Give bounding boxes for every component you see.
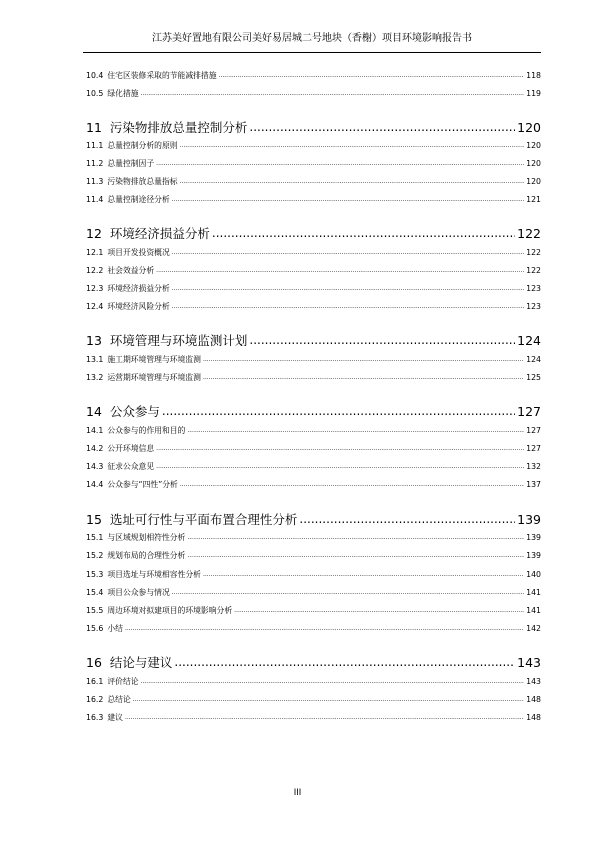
toc-entry-page: 124 [517,333,541,348]
toc-entry-title: 公众参与 [109,404,160,419]
toc-entry-number: 12.4 [86,302,104,311]
toc-entry-title: 环境经济损益分析 [109,226,210,241]
toc-entry-page: 119 [526,89,541,98]
toc-entry-page: 123 [526,284,541,293]
toc-section-entry[interactable] [86,157,541,169]
toc-entry-number: 15.1 [86,533,104,542]
toc-section-entry[interactable] [86,442,541,454]
toc-entry-page: 122 [517,226,541,241]
toc-entry-number: 10.4 [86,71,104,80]
toc-entry-title: 总量控制因子 [107,159,155,168]
toc-dot-leader [156,158,524,169]
toc-section-entry[interactable] [86,264,541,276]
toc-entry-title: 结论与建议 [109,655,173,670]
toc-entry-number: 16 [86,655,102,670]
toc-section-entry[interactable] [86,87,541,99]
toc-entry-page: 125 [526,373,541,382]
toc-entry-page: 120 [526,159,541,168]
toc-dot-leader [219,70,525,81]
toc-entry-page: 132 [526,462,541,471]
toc-entry-page: 124 [526,355,541,364]
toc-section-entry[interactable] [86,568,541,580]
toc-section-entry[interactable] [86,531,541,543]
toc-dot-leader [156,443,524,454]
toc-dot-leader [172,587,524,598]
toc-entry-page: 137 [526,480,541,489]
toc-entry-title: 运营期环境管理与环境监测 [107,373,201,382]
toc-dot-leader [172,194,524,205]
toc-dot-leader [234,605,524,616]
toc-dot-leader [249,332,515,348]
toc-section-entry[interactable] [86,175,541,187]
toc-dot-leader [203,372,524,383]
toc-section-entry[interactable] [86,693,541,705]
toc-chapter-entry[interactable] [86,509,541,527]
toc-dot-leader [203,354,524,365]
page-number: III [293,787,302,797]
toc-entry-title: 污染物排放总量控制分析 [109,120,248,135]
toc-entry-page: 120 [526,141,541,150]
toc-dot-leader [203,569,524,580]
toc-entry-number: 14.4 [86,480,104,489]
toc-entry-page: 148 [526,695,541,704]
toc-entry-title: 与区域规划相符性分析 [107,533,186,542]
toc-dot-leader [187,550,524,561]
toc-entry-page: 140 [526,570,541,579]
toc-dot-leader [133,694,524,705]
toc-chapter-entry[interactable] [86,117,541,135]
toc-dot-leader [299,511,515,527]
toc-entry-page: 118 [526,71,541,80]
toc-entry-number: 14.3 [86,462,104,471]
toc-entry-number: 14.2 [86,444,104,453]
toc-entry-page: 148 [526,713,541,722]
toc-dot-leader [212,225,515,241]
toc-entry-title: 绿化措施 [107,89,139,98]
toc-entry-title: 环境经济损益分析 [107,284,170,293]
toc-entry-page: 122 [526,248,541,257]
toc-section-entry[interactable] [86,549,541,561]
toc-dot-leader [187,425,524,436]
toc-entry-title: 住宅区装修采取的节能减排措施 [107,71,217,80]
toc-entry-number: 15.6 [86,624,104,633]
toc-dot-leader [125,623,524,634]
toc-chapter-entry[interactable] [86,223,541,241]
toc-entry-title: 总量控制途径分析 [107,195,170,204]
toc-entry-number: 12.1 [86,248,104,257]
toc-entry-title: 征求公众意见 [107,462,155,471]
toc-entry-title: 规划布局的合理性分析 [107,551,186,560]
toc-dot-leader [162,403,515,419]
toc-section-entry[interactable] [86,246,541,258]
toc-dot-leader [156,265,524,276]
toc-entry-number: 15 [86,512,102,527]
toc-entry-page: 127 [526,444,541,453]
toc-entry-number: 13.2 [86,373,104,382]
toc-entry-number: 12.2 [86,266,104,275]
toc-section-entry[interactable] [86,460,541,472]
toc-entry-number: 14 [86,404,102,419]
toc-dot-leader [172,247,524,258]
toc-entry-page: 141 [526,588,541,597]
toc-entry-number: 13 [86,333,102,348]
toc-entry-number: 15.3 [86,570,104,579]
toc-chapter-entry[interactable] [86,401,541,419]
toc-section-entry[interactable] [86,586,541,598]
toc-entry-title: 项目选址与环境相容性分析 [107,570,201,579]
toc-entry-title: 总量控制分析的原则 [107,141,178,150]
toc-entry-page: 121 [526,195,541,204]
toc-section-entry[interactable] [86,300,541,312]
toc-entry-number: 11.4 [86,195,104,204]
toc-section-entry[interactable] [86,675,541,687]
toc-entry-number: 11.3 [86,177,104,186]
toc-entry-page: 127 [526,426,541,435]
toc-entry-page: 120 [526,177,541,186]
toc-entry-page: 143 [517,655,541,670]
toc-entry-page: 123 [526,302,541,311]
toc-entry-title: 项目开发投资概况 [107,248,170,257]
toc-entry-number: 15.2 [86,551,104,560]
toc-entry-title: 公开环境信息 [107,444,155,453]
toc-entry-title: 总结论 [107,695,131,704]
toc-section-entry[interactable] [86,478,541,490]
toc-dot-leader [180,479,524,490]
toc-entry-page: 120 [517,120,541,135]
toc-entry-number: 14.1 [86,426,104,435]
running-header: 江苏美好置地有限公司美好易居城二号地块（香榭）项目环境影响报告书 [83,30,541,53]
toc-entry-page: 139 [526,551,541,560]
toc-dot-leader [187,532,524,543]
toc-entry-page: 127 [517,404,541,419]
toc-entry-number: 12 [86,226,102,241]
toc-entry-page: 142 [526,624,541,633]
toc-entry-title: 周边环境对拟建项目的环境影响分析 [107,606,233,615]
toc-entry-title: 评价结论 [107,677,139,686]
toc-entry-number: 11.2 [86,159,104,168]
toc-entry-number: 16.2 [86,695,104,704]
toc-section-entry[interactable] [86,604,541,616]
toc-entry-title: 施工期环境管理与环境监测 [107,355,201,364]
toc-section-entry[interactable] [86,353,541,365]
toc-entry-title: 污染物排放总量指标 [107,177,178,186]
toc-entry-number: 15.4 [86,588,104,597]
toc-entry-number: 16.1 [86,677,104,686]
toc-dot-leader [172,283,524,294]
toc-dot-leader [249,119,515,135]
toc-dot-leader [156,461,524,472]
toc-entry-number: 16.3 [86,713,104,722]
toc-section-entry[interactable] [86,371,541,383]
toc-dot-leader [174,654,515,670]
toc-entry-page: 139 [526,533,541,542]
toc-section-entry[interactable] [86,711,541,723]
toc-section-entry[interactable] [86,622,541,634]
toc-entry-title: 社会效益分析 [107,266,155,275]
toc-entry-page: 139 [517,512,541,527]
toc-dot-leader [141,88,525,99]
toc-entry-title: 公众参与“四性”分析 [107,480,178,489]
toc-dot-leader [141,676,525,687]
toc-entry-title: 项目公众参与情况 [107,588,170,597]
toc-entry-page: 122 [526,266,541,275]
toc-entry-number: 13.1 [86,355,104,364]
toc-entry-number: 11 [86,120,102,135]
toc-section-entry[interactable] [86,139,541,151]
toc-section-entry[interactable] [86,193,541,205]
toc-entry-title: 选址可行性与平面布置合理性分析 [109,512,298,527]
toc-entry-page: 143 [526,677,541,686]
toc-entry-number: 10.5 [86,89,104,98]
toc-entry-title: 环境管理与环境监测计划 [109,333,248,348]
toc-entry-title: 小结 [107,624,123,633]
toc-section-entry[interactable] [86,424,541,436]
toc-entry-number: 12.3 [86,284,104,293]
toc-entry-title: 建议 [107,713,123,722]
toc-chapter-entry[interactable] [86,330,541,348]
toc-section-entry[interactable] [86,69,541,81]
toc-dot-leader [180,140,525,151]
toc-entry-page: 141 [526,606,541,615]
toc-section-entry[interactable] [86,282,541,294]
toc-chapter-entry[interactable] [86,652,541,670]
toc-dot-leader [172,301,524,312]
toc-entry-title: 公众参与的作用和目的 [107,426,186,435]
toc-dot-leader [125,712,524,723]
toc-dot-leader [180,176,525,187]
toc-entry-number: 15.5 [86,606,104,615]
toc-entry-number: 11.1 [86,141,104,150]
toc-entry-title: 环境经济风险分析 [107,302,170,311]
